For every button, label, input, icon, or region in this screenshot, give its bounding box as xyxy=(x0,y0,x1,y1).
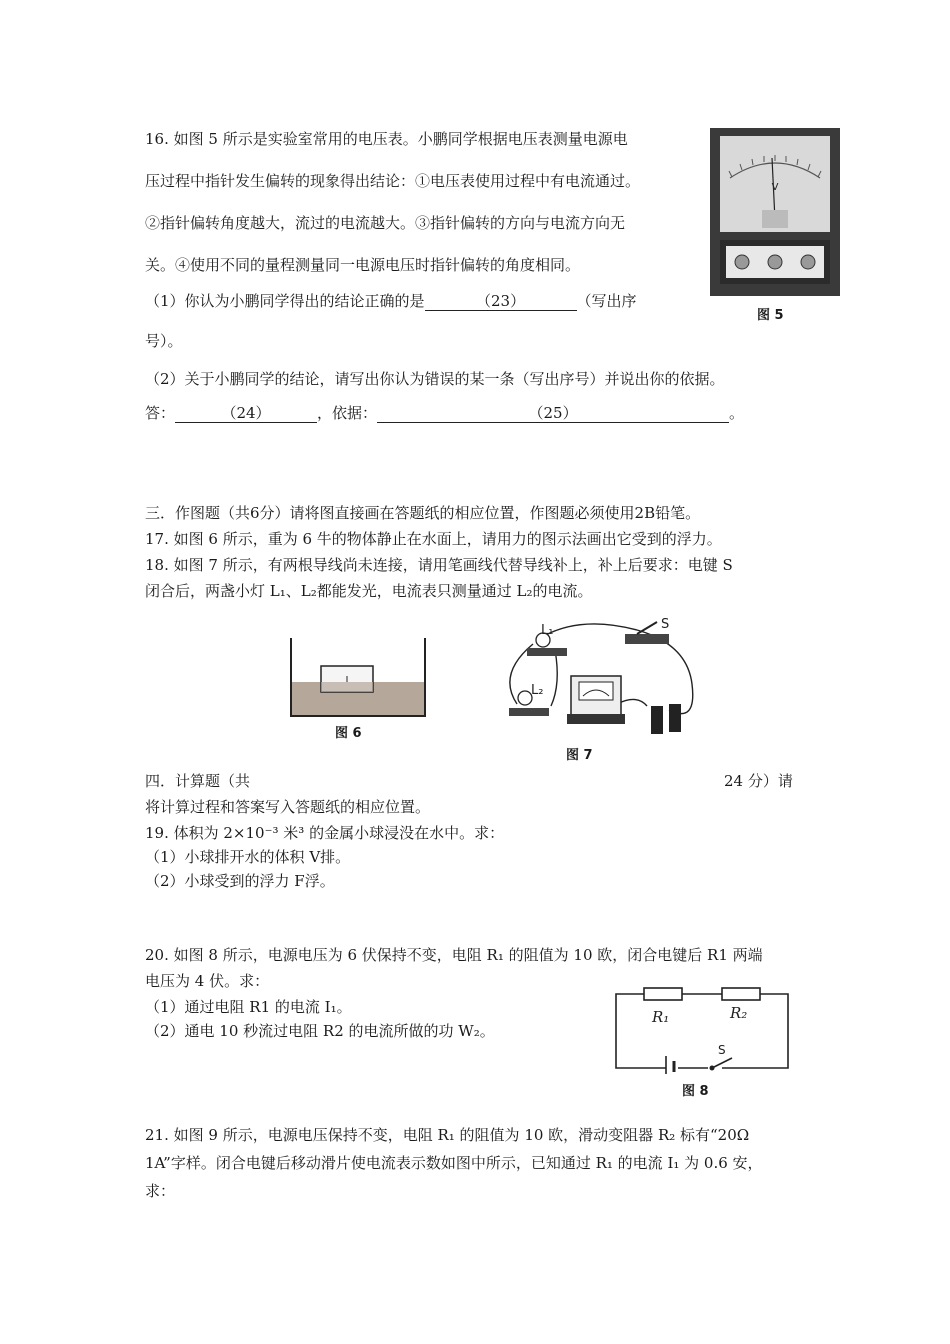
answer-prefix: 答： xyxy=(145,404,176,422)
figure-7-caption: 图 7 xyxy=(566,748,593,763)
section-4-heading-right: 24 分）请 xyxy=(724,772,793,790)
q16-part1-prefix: （1）你认为小鹏同学得出的结论正确的是 xyxy=(145,292,425,310)
q19-part2: （2）小球受到的浮力 F浮。 xyxy=(145,872,335,890)
fig8-R1-label: R₁ xyxy=(652,1008,670,1026)
q21-line1: 21. 如图 9 所示，电源电压保持不变，电阻 R₁ 的阻值为 10 欧，滑动变阻器 R₂ 标有“20Ω xyxy=(145,1126,750,1144)
section-4-heading-left: 四．计算题（共 xyxy=(145,772,251,790)
q21-line3: 求： xyxy=(145,1182,176,1200)
figure-6-caption: 图 6 xyxy=(335,726,362,741)
fig8-S-label: S xyxy=(718,1043,726,1057)
q20-line1: 20. 如图 8 所示，电源电压为 6 伏保持不变，电阻 R₁ 的阻值为 10 欧，闭合电键后 R1 两端 xyxy=(145,946,763,964)
fig8-R2-label: R₂ xyxy=(730,1004,748,1022)
q16-line1: 16. 如图 5 所示是实验室常用的电压表。小鹏同学根据电压表测量电源电 xyxy=(145,130,628,148)
q16-answer-line xyxy=(145,402,744,423)
figure-8-circuit xyxy=(612,984,792,1074)
meter-letter: V xyxy=(771,182,779,193)
figure-6-beaker xyxy=(287,636,429,720)
q21-line2: 1A”字样。闭合电键后移动滑片使电流表示数如图中所示，已知通过 R₁ 的电流 I₁ 为 0.6 安， xyxy=(145,1154,763,1172)
q20-part1: （1）通过电阻 R1 的电流 I₁。 xyxy=(145,998,352,1016)
q18-line1: 18. 如图 7 所示，有两根导线尚未连接，请用笔画线代替导线补上，补上后要求：电键 S xyxy=(145,556,733,574)
answer-mid: ，依据： xyxy=(317,404,378,422)
section-3-heading: 三．作图题（共6分）请将图直接画在答题纸的相应位置，作图题必须使用2B铅笔。 xyxy=(145,504,701,522)
fig7-L2-label: L₂ xyxy=(531,683,544,698)
fig7-S-label: S xyxy=(661,617,670,632)
section-4-heading-line2: 将计算过程和答案写入答题纸的相应位置。 xyxy=(145,798,431,816)
q20-part2: （2）通电 10 秒流过电阻 R2 的电流所做的功 W₂。 xyxy=(145,1022,495,1040)
q17-text: 17. 如图 6 所示，重为 6 牛的物体静止在水面上，请用力的图示法画出它受到的浮力。 xyxy=(145,530,722,548)
fig7-L1-label: L₁ xyxy=(541,623,554,638)
q16-line2: 压过程中指针发生偏转的现象得出结论：①电压表使用过程中有电流通过。 xyxy=(145,172,641,190)
answer-end: 。 xyxy=(729,404,745,422)
q16-line4: 关。④使用不同的量程测量同一电源电压时指针偏转的角度相同。 xyxy=(145,256,581,274)
q16-part1-suffix: （写出序 xyxy=(576,292,637,310)
answer-blank-25[interactable]: （25） xyxy=(377,404,729,423)
q19-part1: （1）小球排开水的体积 V排。 xyxy=(145,848,351,866)
answer-blank-24[interactable]: （24） xyxy=(175,404,317,423)
q16-part2: （2）关于小鹏同学的结论，请写出你认为错误的某一条（写出序号）并说出你的依据。 xyxy=(145,370,725,388)
answer-blank-23[interactable]: （23） xyxy=(425,292,577,311)
figure-5-voltmeter xyxy=(710,128,840,296)
q16-line3: ②指针偏转角度越大，流过的电流越大。③指针偏转的方向与电流方向无 xyxy=(145,214,626,232)
q20-line2: 电压为 4 伏。求： xyxy=(145,972,270,990)
q19-text: 19. 体积为 2×10⁻³ 米³ 的金属小球浸没在水中。求： xyxy=(145,824,505,842)
figure-7-circuit xyxy=(497,614,702,740)
q18-line2: 闭合后，两盏小灯 L₁、L₂都能发光，电流表只测量通过 L₂的电流。 xyxy=(145,582,593,600)
q16-part1 xyxy=(145,290,637,311)
q16-part1-cont: 号）。 xyxy=(145,332,183,350)
figure-8-caption: 图 8 xyxy=(682,1084,709,1099)
figure-5-caption: 图 5 xyxy=(757,308,784,323)
